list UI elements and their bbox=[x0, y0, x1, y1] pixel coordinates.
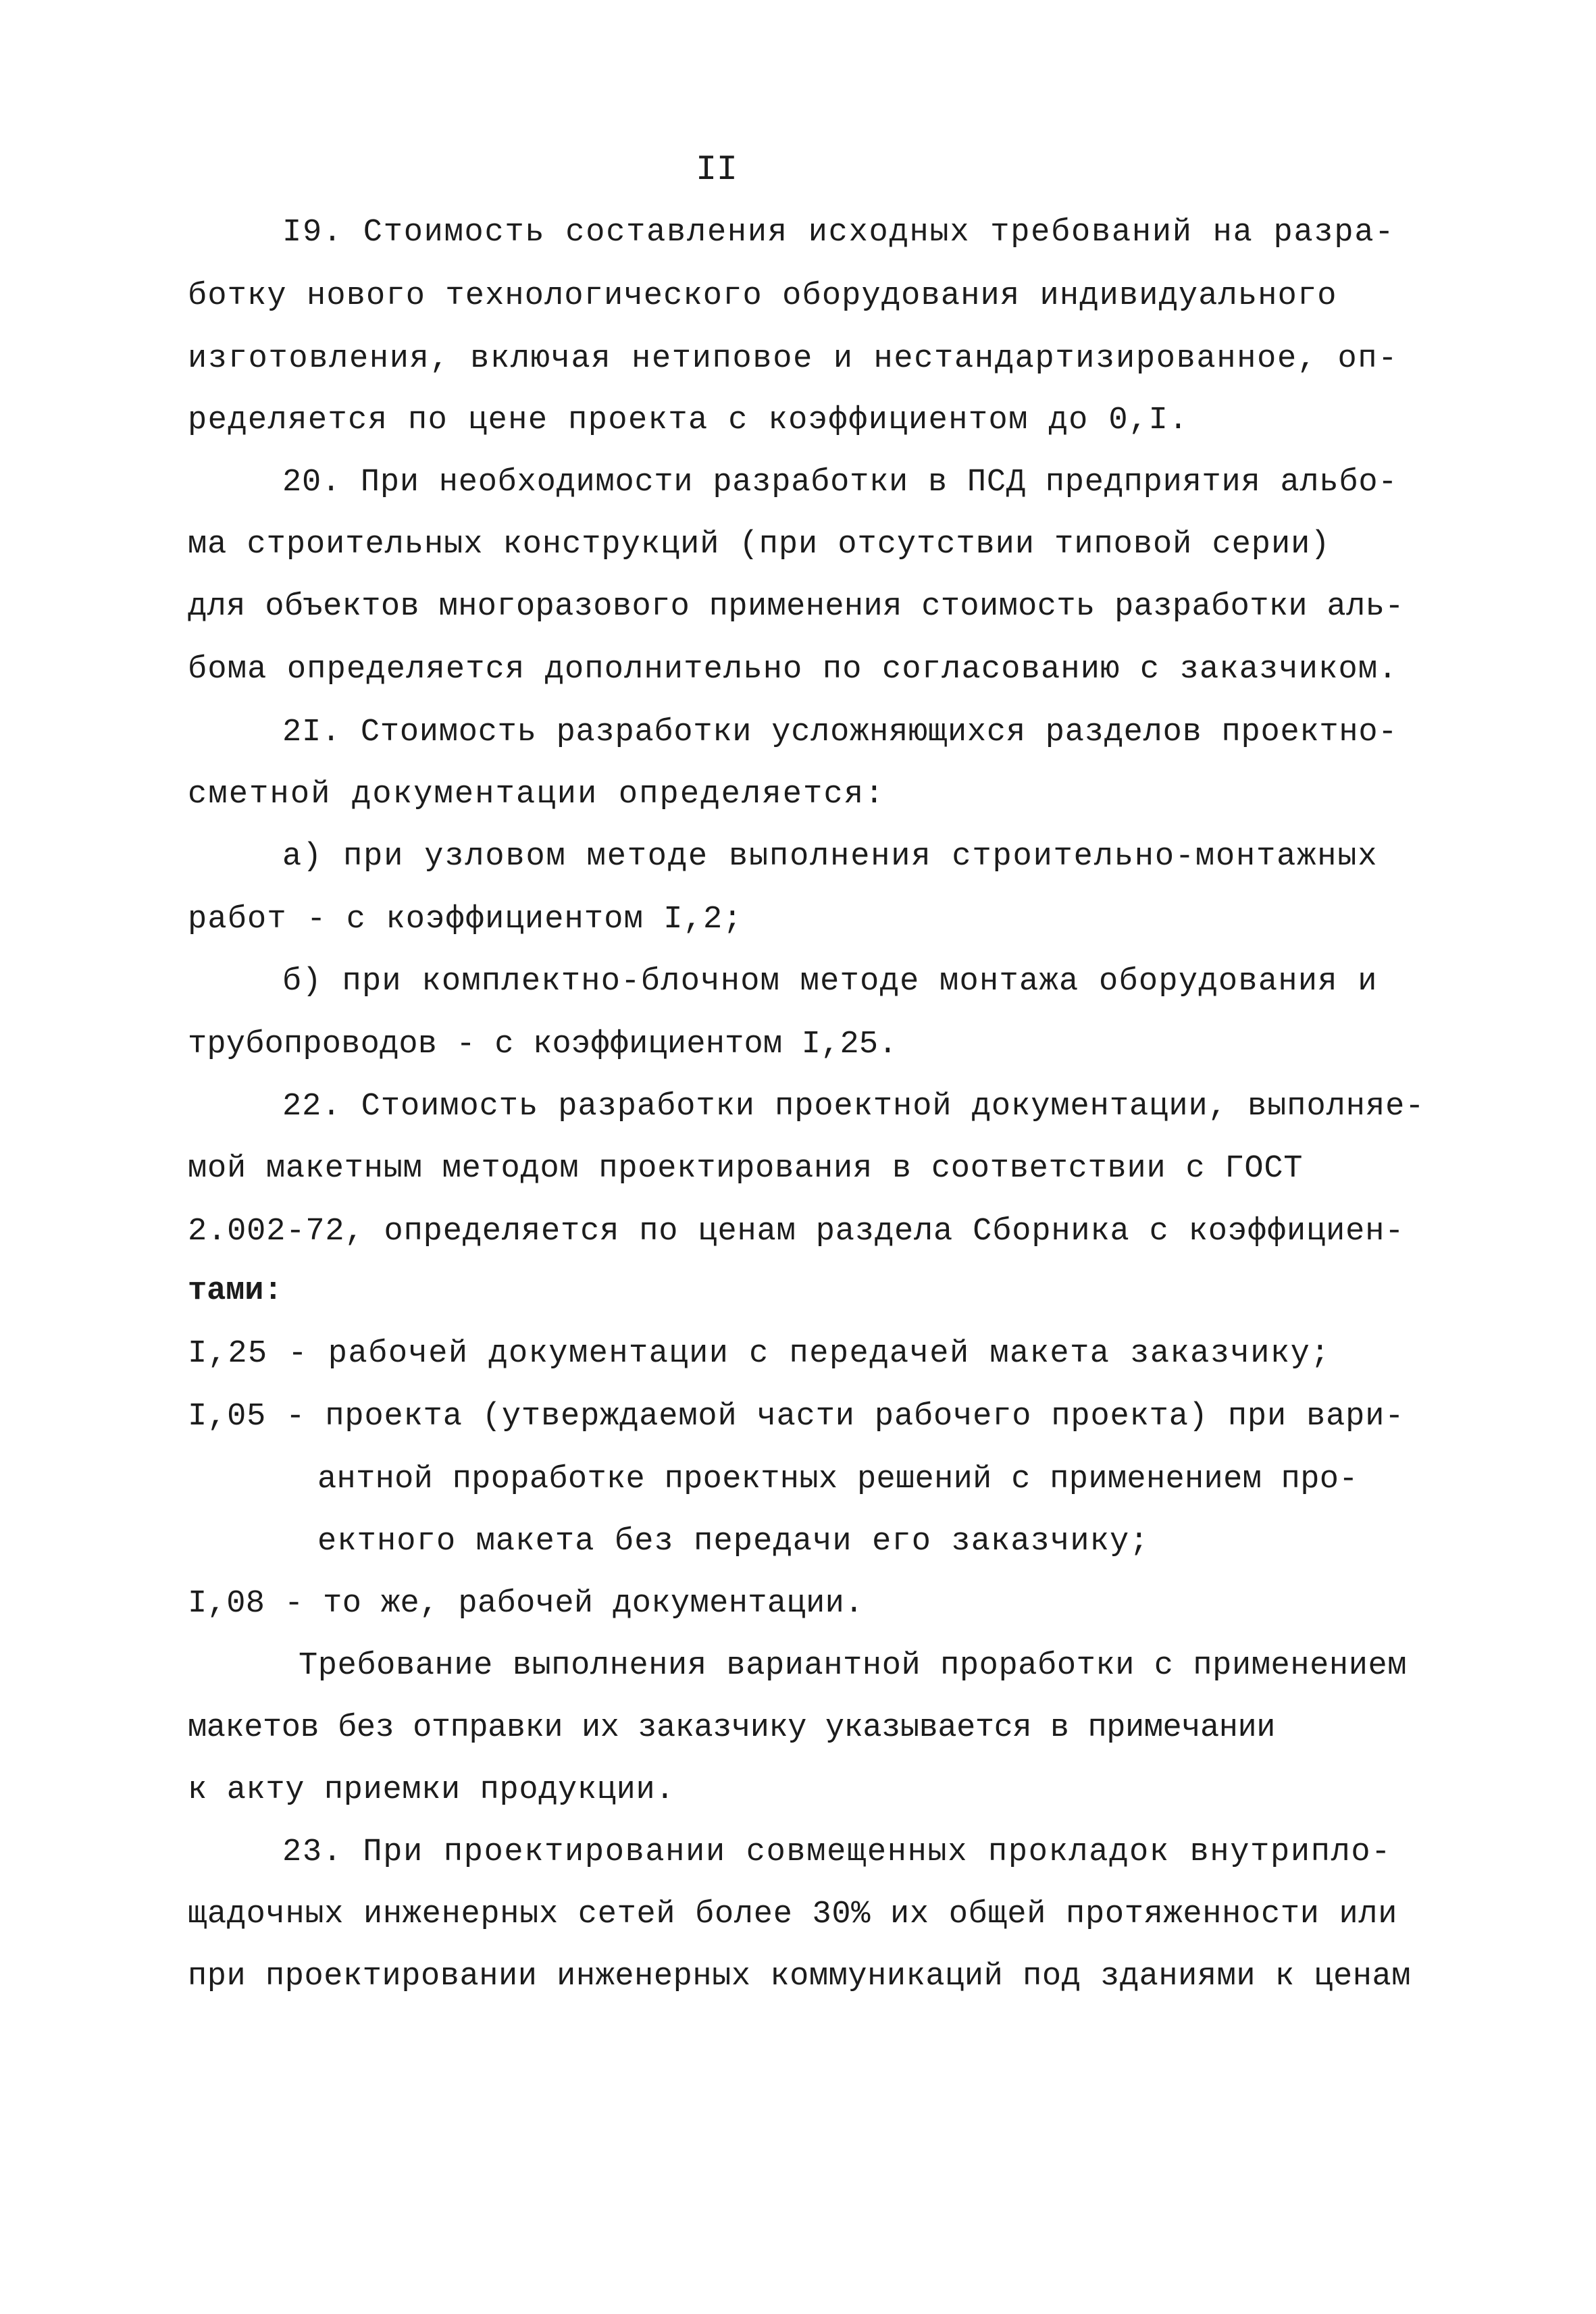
text-line: Требование выполнения вариантной проработки с применением bbox=[299, 1648, 1408, 1684]
text-line: к акту приемки продукции. bbox=[188, 1772, 675, 1808]
text-line: I,05 - проекта (утверждаемой части рабочего проекта) при вари- bbox=[188, 1399, 1405, 1435]
text-line: сметной документации определяется: bbox=[188, 777, 885, 813]
text-line: антной проработке проектных решений с применением про- bbox=[317, 1462, 1358, 1497]
text-line: бома определяется дополнительно по согласованию с заказчиком. bbox=[188, 652, 1398, 688]
text-line: ектного макета без передачи его заказчику; bbox=[317, 1524, 1150, 1560]
text-line: трубопроводов - с коэффициентом I,25. bbox=[188, 1027, 898, 1062]
text-line: работ - с коэффициентом I,2; bbox=[188, 902, 743, 937]
text-line: I9. Стоимость составления исходных требований на разра- bbox=[282, 215, 1395, 251]
text-line: изготовления, включая нетиповое и нестандартизированное, оп- bbox=[188, 341, 1399, 377]
text-line: для объектов многоразового применения стоимость разработки аль- bbox=[188, 589, 1404, 625]
text-line: 2.002-72, определяется по ценам раздела Сборника с коэффициен- bbox=[188, 1214, 1405, 1250]
text-line: I,25 - рабочей документации с передачей макета заказчику; bbox=[188, 1336, 1331, 1372]
text-line: 2I. Стоимость разработки усложняющихся разделов проектно- bbox=[282, 715, 1398, 750]
text-line: 22. Стоимость разработки проектной документации, выполняе- bbox=[282, 1089, 1425, 1125]
text-line: щадочных инженерных сетей более 30% их общей протяженности или bbox=[188, 1897, 1398, 1932]
text-line: б) при комплектно-блочном методе монтажа оборудования и bbox=[282, 964, 1378, 1000]
page-number: II bbox=[696, 150, 738, 190]
text-line: при проектировании инженерных коммуникаций под зданиями к ценам bbox=[188, 1959, 1412, 1995]
text-line: 20. При необходимости разработки в ПСД предприятия альбо- bbox=[282, 465, 1398, 500]
text-line: I,08 - то же, рабочей документации. bbox=[188, 1586, 864, 1622]
text-line: ботку нового технологического оборудования индивидуального bbox=[188, 278, 1337, 314]
text-line: ма строительных конструкций (при отсутствии типовой серии) bbox=[188, 527, 1331, 563]
text-line: мой макетным методом проектирования в соответствии с ГОСТ bbox=[188, 1151, 1304, 1187]
text-line: ределяется по цене проекта с коэффициентом до 0,I. bbox=[188, 403, 1189, 438]
text-line: а) при узловом методе выполнения строительно-монтажных bbox=[282, 839, 1379, 875]
text-line: макетов без отправки их заказчику указывается в примечании bbox=[188, 1710, 1276, 1746]
text-line: 23. При проектировании совмещенных прокладок внутрипло- bbox=[282, 1834, 1392, 1870]
text-line: тами: bbox=[188, 1273, 283, 1309]
